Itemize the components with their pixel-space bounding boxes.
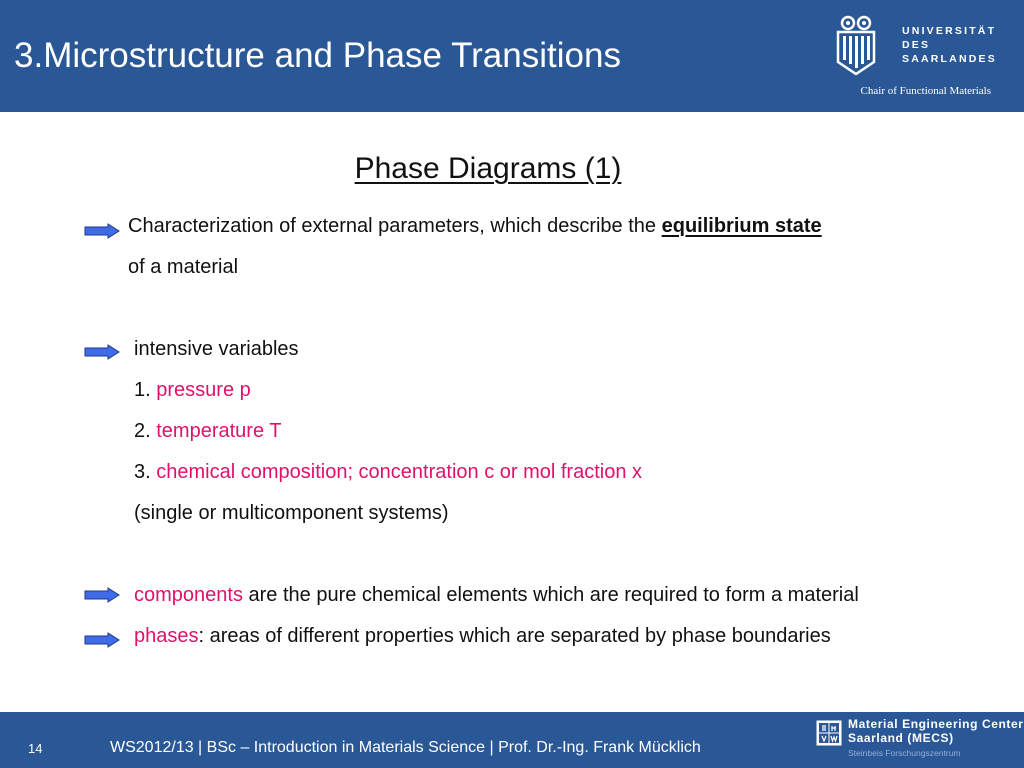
mecs-subtitle: Steinbeis Forschungszentrum [848,748,961,758]
list-item [134,378,251,402]
bullet-text-main: : areas of different properties which are separated by phase boundaries [198,625,831,647]
right-arrow-icon [84,344,120,360]
bullet-text-main: are the pure chemical elements which are required to form a material [242,584,859,606]
slide-title: 3.Microstructure and Phase Transitions [14,36,621,75]
emphasis-text: equilibrium state [661,215,822,237]
list-item [134,419,282,443]
mecs-logo-icon [816,720,842,746]
highlight-text: components [134,584,243,606]
university-name-line: SAARLANDES [902,53,997,65]
chair-label: Chair of Functional Materials [860,85,991,97]
list-number: 3. [134,461,151,483]
bullet-text [134,624,831,648]
list-note: (single or multicomponent systems) [134,502,449,524]
list-number: 1. [134,379,151,401]
list-number: 2. [134,420,151,442]
mecs-name [848,718,1024,745]
highlight-text: chemical composition; concentration c or mol fraction x [156,461,643,483]
university-name-line: UNIVERSITÄT [902,25,997,37]
mecs-name-line: Material Engineering Center [848,717,1024,731]
bullet-text [134,583,859,607]
list-item [134,460,642,484]
page-number: 14 [28,741,43,756]
highlight-text: temperature T [156,420,282,442]
bullet-text-main: Characterization of external parameters, which describe the [128,215,657,237]
highlight-text: pressure p [156,379,251,401]
university-name [902,24,997,66]
section-heading: Phase Diagrams (1) [354,152,622,185]
university-logo-icon [836,14,876,76]
university-name-line: DES [902,39,931,51]
bullet-heading: intensive variables [134,338,299,360]
bullet-text [128,214,822,238]
footer-text: WS2012/13 | BSc – Introduction in Materials Science | Prof. Dr.-Ing. Frank Mücklich [110,739,701,756]
bullet-text-continuation: of a material [128,256,239,278]
mecs-name-line: Saarland (MECS) [848,730,954,745]
right-arrow-icon [84,587,120,603]
right-arrow-icon [84,223,120,239]
highlight-text: phases [134,625,199,647]
right-arrow-icon [84,632,120,648]
